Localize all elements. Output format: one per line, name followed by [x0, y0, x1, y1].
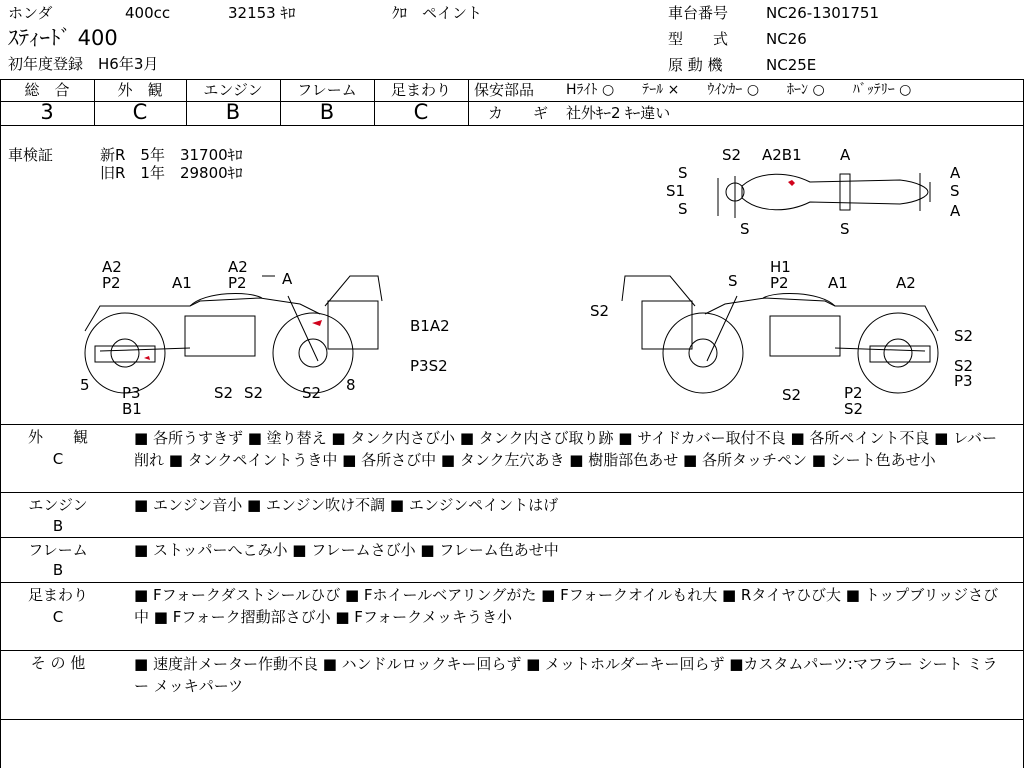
inspection-new: 新R 5年 31700ｷﾛ: [100, 146, 243, 164]
detail-label-engine: エンジン: [28, 496, 88, 514]
inspection-old: 旧R 1年 29800ｷﾛ: [100, 164, 243, 182]
rule: [0, 582, 1024, 583]
rule: [0, 79, 1024, 80]
frame-no: NC26-1301751: [766, 4, 879, 22]
rule: [468, 101, 1024, 102]
type-value: NC26: [766, 30, 807, 48]
safety-items: Hﾗｲﾄ ○ ﾃｰﾙ × ｳｲﾝｶｰ ○ ﾎｰﾝ ○ ﾊﾞｯﾃﾘｰ ○: [566, 82, 912, 98]
detail-grade-exterior: C: [52, 450, 64, 468]
grade-engine: B: [225, 100, 241, 124]
left-label: S2: [244, 384, 264, 402]
grade-header-exterior: 外 観: [117, 81, 163, 99]
grade-header-frame: フレーム: [297, 81, 357, 99]
grade-header-suspension: 足まわり: [390, 81, 451, 99]
detail-grade-suspension: C: [52, 608, 64, 626]
top-label: S2: [722, 146, 742, 164]
top-label: A: [840, 146, 851, 164]
right-label: H1: [770, 258, 791, 276]
detail-text-other: ■ 速度計メーター作動不良 ■ ハンドルロックキー回らず ■ メットホルダーキー回らず ■カスタムパーツ:マフラー シート ミラー メッキパーツ: [134, 655, 998, 695]
detail-text-engine: ■ エンジン音小 ■ エンジン吹け不調 ■ エンジンペイントはげ: [134, 496, 559, 514]
damage-mark: [788, 180, 795, 186]
top-label: S1: [666, 182, 686, 200]
right-label: P3: [954, 372, 973, 390]
right-label: S2: [954, 357, 974, 375]
left-label: A1: [172, 274, 192, 292]
rule: [0, 424, 1024, 425]
right-label: S: [728, 272, 738, 290]
left-label: B1: [122, 400, 142, 418]
left-label: S2: [214, 384, 234, 402]
right-label: P2: [844, 384, 863, 402]
grade-suspension: C: [413, 100, 429, 124]
displacement: 400cc: [125, 4, 171, 22]
left-label: P2: [228, 274, 247, 292]
type-label: 型 式: [668, 30, 729, 48]
maker: ホンダ: [8, 4, 53, 22]
top-label: S: [840, 220, 850, 238]
detail-label-other: そ の 他: [30, 654, 86, 672]
top-label: A: [950, 164, 961, 182]
left-label: A2: [228, 258, 248, 276]
detail-text-exterior: ■ 各所うすきず ■ 塗り替え ■ タンク内さび小 ■ タンク内さび取り跡 ■ サイドカバー取付不良 ■ 各所ペイント不良 ■ レバー削れ ■ タンクペイントうき中 ■ 各所さび中 ■ タンク左穴あき ■ 樹脂部色あせ ■ 各所タッチペン ■ シート色あせ小: [134, 429, 998, 469]
top-label: A2B1: [762, 146, 802, 164]
left-label: P3: [122, 384, 141, 402]
rule: [468, 79, 469, 125]
top-label: S: [678, 164, 688, 182]
right-label: S2: [954, 327, 974, 345]
detail-grade-frame: B: [52, 561, 64, 579]
engine-value: NC25E: [766, 56, 817, 74]
frame-no-label: 車台番号: [668, 4, 729, 22]
right-label: S2: [844, 400, 864, 418]
key-label: カ ギ: [488, 104, 549, 122]
detail-text-suspension: ■ Fフォークダストシールひび ■ Fホイールベアリングがた ■ Fフォークオイルもれ大 ■ Rタイヤひび大 ■ トップブリッジさび中 ■ Fフォーク摺動部さび小 ■ Fフォークメッキうき小: [134, 586, 999, 626]
inspection-label: 車検証: [8, 146, 54, 164]
mileage: 32153 ｷﾛ: [228, 4, 296, 22]
left-label: S2: [302, 384, 322, 402]
left-label: A: [282, 270, 293, 288]
top-label: S: [678, 200, 688, 218]
left-label: 5: [80, 376, 90, 394]
grade-frame: B: [319, 100, 335, 124]
right-label: A1: [828, 274, 848, 292]
rule: [0, 650, 1024, 651]
top-label: A: [950, 202, 961, 220]
detail-label-frame: フレーム: [28, 541, 88, 559]
first-registration: 初年度登録 H6年3月: [8, 55, 159, 73]
damage-mark: [312, 320, 322, 326]
color: ｸﾛ ペイント: [392, 4, 483, 22]
key-value: 社外ｷｰ2 ｷｰ違い: [566, 104, 671, 122]
left-label: A2: [102, 258, 122, 276]
grade-exterior: C: [132, 100, 148, 124]
right-side-drawing: [622, 276, 938, 393]
left-label: B1A2: [410, 317, 450, 335]
left-side-drawing: [85, 276, 382, 393]
grade-overall: 3: [40, 100, 54, 124]
top-label: S: [740, 220, 750, 238]
motorcycle-diagram: [0, 126, 1024, 422]
grade-header-engine: エンジン: [203, 81, 263, 99]
model-name: ｽﾃｨｰﾄﾞ 400: [8, 26, 118, 50]
grade-header-overall: 総 合: [24, 81, 70, 99]
rule: [0, 719, 1024, 720]
rule: [0, 492, 1024, 493]
rule: [0, 537, 1024, 538]
left-label: 8: [346, 376, 356, 394]
right-label: A2: [896, 274, 916, 292]
detail-label-exterior: 外 観: [27, 428, 88, 446]
safety-title: 保安部品: [474, 81, 535, 99]
top-label: S: [950, 182, 960, 200]
right-label: P2: [770, 274, 789, 292]
detail-grade-engine: B: [52, 517, 64, 535]
right-label: S2: [782, 386, 802, 404]
right-label: S2: [590, 302, 610, 320]
engine-label: 原 動 機: [668, 56, 723, 74]
detail-label-suspension: 足まわり: [27, 586, 88, 604]
left-label: P2: [102, 274, 121, 292]
damage-mark: [144, 356, 150, 360]
top-view-drawing: [718, 173, 930, 218]
left-label: P3S2: [410, 357, 448, 375]
detail-text-frame: ■ ストッパーへこみ小 ■ フレームさび小 ■ フレーム色あせ中: [134, 541, 559, 559]
